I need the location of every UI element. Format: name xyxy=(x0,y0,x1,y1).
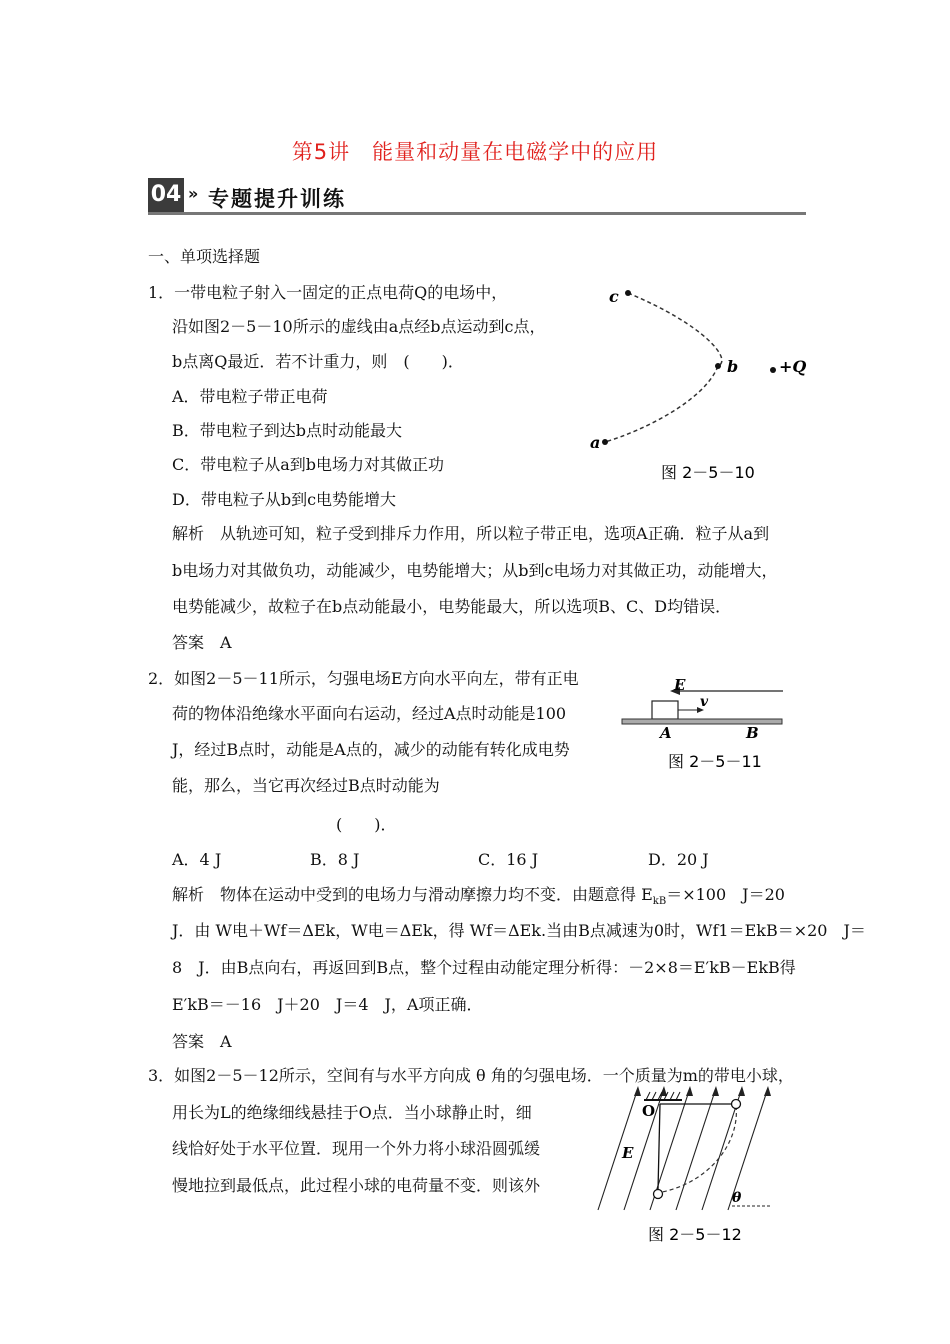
label-plus-q: +Q xyxy=(779,357,807,376)
q2-explanation-3: 8 J．由B点向右，再返回到B点，整个过程由动能定理分析得：－2×8＝E′kB－EkB得 xyxy=(172,958,796,977)
q3-line-3: 线恰好处于水平位置．现用一个外力将小球沿圆弧缓 xyxy=(172,1139,541,1158)
figure-caption: 图 2－5－11 xyxy=(668,752,762,771)
charge-q-dot xyxy=(770,367,776,373)
point-a-dot xyxy=(602,439,608,445)
q3-line-1: 3．如图2－5－12所示，空间有与水平方向成 θ 角的匀强电场．一个质量为m的带电小球， xyxy=(148,1066,794,1085)
q2-explanation-2: J．由 W电＋Wf＝ΔEk，W电＝ΔEk，得 Wf＝ΔEk.当由B点减速为0时，Wf1＝EkB＝×20 J＝ xyxy=(172,921,866,940)
q1-line-2: 沿如图2－5－10所示的虚线由a点经b点运动到c点， xyxy=(172,317,546,336)
point-c-dot xyxy=(625,290,631,296)
chevron-icon: » xyxy=(188,184,199,203)
q1-answer: 答案 A xyxy=(172,633,232,652)
q2-line-4: 能，那么，当它再次经过B点时动能为 xyxy=(172,776,440,795)
label-theta: θ xyxy=(732,1190,742,1206)
q1-line-1: 1．一带电粒子射入一固定的正点电荷Q的电场中， xyxy=(148,283,508,302)
label-b: B xyxy=(746,724,759,742)
label-c: c xyxy=(609,287,619,306)
figure-2-5-11 xyxy=(618,672,790,778)
q1-option-a: A．带电粒子带正电荷 xyxy=(172,387,328,406)
figure-2-5-12 xyxy=(590,1082,790,1252)
q1-line-3: b点离Q最近．若不计重力，则 ( )． xyxy=(172,352,464,371)
label-e: E xyxy=(622,1144,634,1162)
q2-line-1: 2．如图2－5－11所示，匀强电场E方向水平向左，带有正电 xyxy=(148,669,579,688)
q1-explanation-1: 解析 从轨迹可知，粒子受到排斥力作用，所以粒子带正电，选项A正确．粒子从a到 xyxy=(172,524,770,543)
figure-2-5-10 xyxy=(585,280,815,490)
label-v: v xyxy=(700,694,709,710)
point-b-dot xyxy=(715,363,721,369)
q2-line-3: J，经过B点时，动能是A点的，减少的动能有转化成电势 xyxy=(172,740,570,759)
ball-start xyxy=(732,1100,741,1109)
label-a: A xyxy=(660,724,672,742)
ball-end xyxy=(654,1190,663,1199)
q1-option-c: C．带电粒子从a到b电场力对其做正功 xyxy=(172,455,445,474)
figure-caption: 图 2－5－12 xyxy=(648,1225,742,1244)
label-o: O xyxy=(642,1102,656,1120)
q3-line-4: 慢地拉到最低点，此过程小球的电荷量不变．则该外 xyxy=(172,1176,541,1195)
section-banner-title: 专题提升训练 xyxy=(208,187,346,211)
label-e: E xyxy=(674,676,686,694)
q2-option-b: B．8 J xyxy=(310,850,360,869)
label-b: b xyxy=(727,357,739,376)
q2-explanation-4: E′kB＝－16 J＋20 J＝4 J，A项正确． xyxy=(172,995,483,1014)
vertical-string xyxy=(658,1104,660,1190)
q2-explanation-1: 解析 物体在运动中受到的电场力与滑动摩擦力均不变．由题意得 $E_{kB}=\times 100$ J＝20 xyxy=(172,885,785,908)
banner-divider xyxy=(148,212,806,215)
q1-option-d: D．带电粒子从b到c电势能增大 xyxy=(172,490,397,509)
q1-explanation-2: b电场力对其做负功，动能减少，电势能增大；从b到c电场力对其做正功，动能增大， xyxy=(172,561,778,580)
section-badge: 04 xyxy=(148,178,184,212)
q2-option-a: A．4 J xyxy=(172,850,222,869)
block xyxy=(652,701,678,719)
page-title: 第5讲 能量和动量在电磁学中的应用 xyxy=(291,140,659,164)
q2-answer: 答案 A xyxy=(172,1032,232,1051)
q1-option-b: B．带电粒子到达b点时动能最大 xyxy=(172,421,403,440)
figure-caption: 图 2－5－10 xyxy=(661,463,755,482)
arc-path xyxy=(662,1106,736,1192)
q2-line-2: 荷的物体沿绝缘水平面向右运动，经过A点时动能是100 xyxy=(172,704,567,723)
q1-explanation-3: 电势能减少，故粒子在b点动能最小，电势能最大，所以选项B、C、D均错误． xyxy=(172,597,732,616)
q2-option-d: D．20 J xyxy=(648,850,709,869)
section-heading: 一、单项选择题 xyxy=(148,247,261,266)
q3-line-2: 用长为L的绝缘细线悬挂于O点．当小球静止时，细 xyxy=(172,1103,532,1122)
q2-option-c: C．16 J xyxy=(478,850,539,869)
label-a: a xyxy=(590,433,601,452)
q2-line-5: ( )． xyxy=(336,815,397,834)
